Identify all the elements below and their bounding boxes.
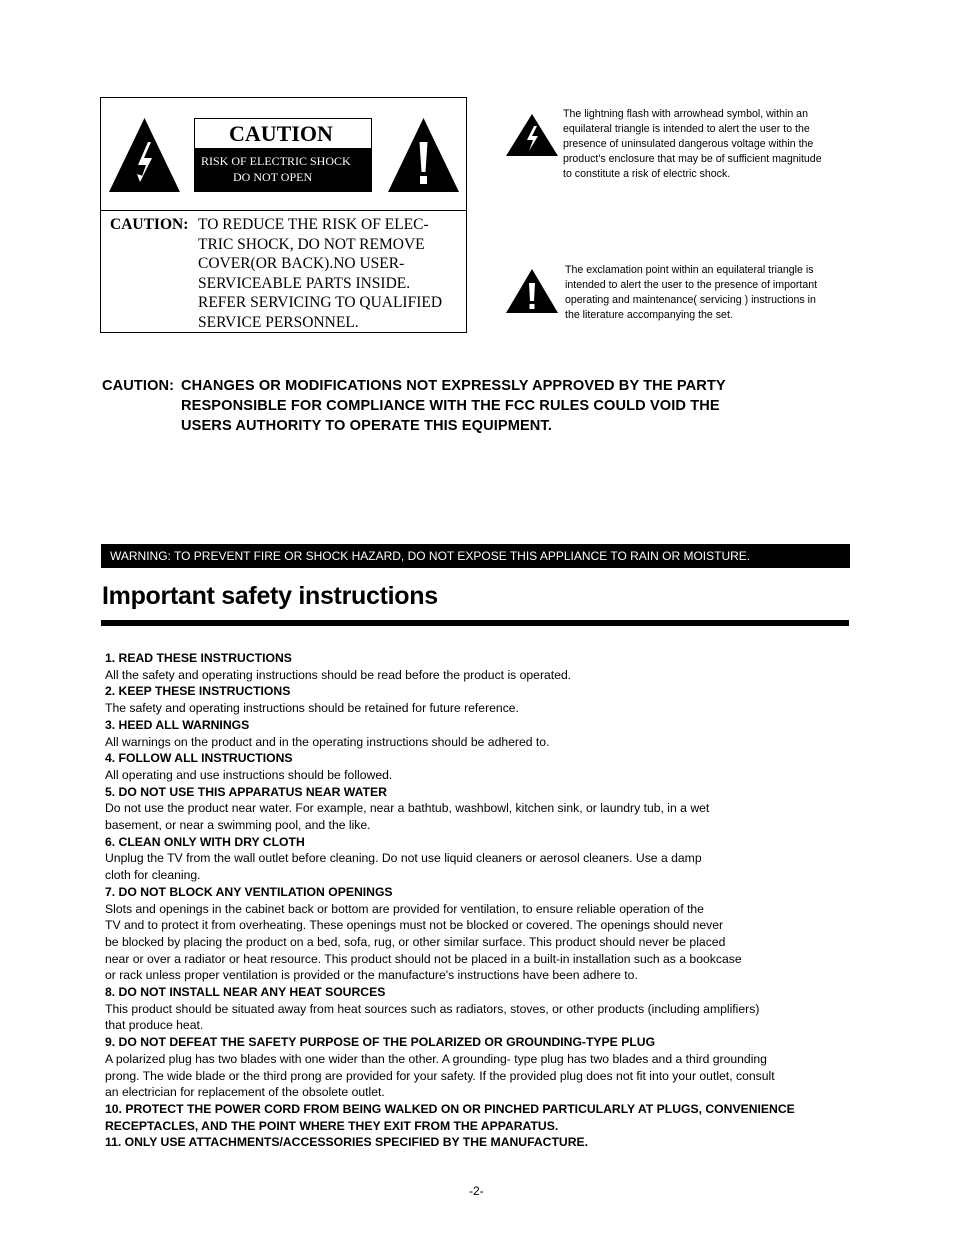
caution-body-line: SERVICE PERSONNEL. <box>198 313 359 331</box>
page-title: Important safety instructions <box>102 582 438 610</box>
instruction-body: Slots and openings in the cabinet back or bottom are provided for ventilation, to ensure reliable operation of the <box>105 901 704 916</box>
fcc-caution-text <box>181 376 726 436</box>
instruction-body: This product should be situated away from heat sources such as radiators, stoves, or other products (including amplifiers) <box>105 1001 760 1016</box>
caution-box-header <box>101 98 466 211</box>
explanation-line: product's enclosure that may be of sufficient magnitude <box>563 153 822 165</box>
explanation-line: presence of uninsulated dangerous voltage within the <box>563 138 814 150</box>
caution-body-line: TO REDUCE THE RISK OF ELEC- <box>198 216 429 233</box>
fcc-line: USERS AUTHORITY TO OPERATE THIS EQUIPMENT. <box>181 418 552 434</box>
instruction-body: All warnings on the product and in the operating instructions should be adhered to. <box>105 734 550 749</box>
instruction-body: A polarized plug has two blades with one wider than the other. A grounding- type plug has two blades and a third grounding <box>105 1051 767 1066</box>
explanation-line: the literature accompanying the set. <box>565 309 733 321</box>
instruction-body: All operating and use instructions should be followed. <box>105 767 393 782</box>
exclamation-symbol-icon <box>505 268 559 314</box>
instruction-body: basement, or near a swimming pool, and the like. <box>105 818 371 833</box>
caution-body-text <box>198 215 468 333</box>
explanation-line: to constitute a risk of electric shock. <box>563 168 731 180</box>
lightning-warning-icon <box>107 116 182 194</box>
caution-box <box>100 97 467 333</box>
fcc-line: CHANGES OR MODIFICATIONS NOT EXPRESSLY APPROVED BY THE PARTY <box>181 378 726 394</box>
explanation-line: The exclamation point within an equilateral triangle is <box>565 264 814 276</box>
explanation-line: The lightning flash with arrowhead symbol, within an <box>563 108 808 120</box>
instruction-body: The safety and operating instructions should be retained for future reference. <box>105 701 519 716</box>
fcc-caution-label: CAUTION: <box>102 378 175 394</box>
instruction-title: 4. FOLLOW ALL INSTRUCTIONS <box>105 751 293 766</box>
instruction-body: or rack unless proper ventilation is provided or the manufacture's instructions have been adhere to. <box>105 968 638 983</box>
instruction-title: 9. DO NOT DEFEAT THE SAFETY PURPOSE OF THE POLARIZED OR GROUNDING-TYPE PLUG <box>105 1035 656 1050</box>
caution-label <box>194 118 372 192</box>
instruction-list <box>105 650 845 1151</box>
instruction-title: 8. DO NOT INSTALL NEAR ANY HEAT SOURCES <box>105 985 386 1000</box>
instruction-title: 1. READ THESE INSTRUCTIONS <box>105 651 292 665</box>
lightning-symbol-explanation <box>563 107 863 182</box>
instruction-title-continued: RECEPTACLES, AND THE POINT WHERE THEY EXIT FROM THE APPARATUS. <box>105 1118 559 1133</box>
risk-line-2: DO NOT OPEN <box>233 170 313 184</box>
caution-body-label: CAUTION: <box>110 216 189 233</box>
instruction-body: Do not use the product near water. For example, near a bathtub, washbowl, kitchen sink, or laundry tub, in a wet <box>105 801 710 816</box>
instruction-body: Unplug the TV from the wall outlet before cleaning. Do not use liquid cleaners or aerosol cleaners. Use a damp <box>105 851 702 866</box>
exclamation-warning-icon <box>386 116 461 194</box>
instruction-title: 3. HEED ALL WARNINGS <box>105 717 250 732</box>
instruction-body: TV and to protect it from overheating. These openings must not be blocked or covered. The openings should never <box>105 918 724 933</box>
instruction-body: an electrician for replacement of the obsolete outlet. <box>105 1085 385 1100</box>
caution-body-line: COVER(OR BACK).NO USER- <box>198 255 405 273</box>
fcc-line: RESPONSIBLE FOR COMPLIANCE WITH THE FCC RULES COULD VOID THE <box>181 398 720 414</box>
risk-line-1: RISK OF ELECTRIC SHOCK <box>201 154 351 168</box>
heading-divider <box>101 620 849 626</box>
explanation-line: operating and maintenance( servicing ) instructions in <box>565 294 816 306</box>
exclamation-symbol-explanation <box>565 263 855 323</box>
risk-of-shock-label <box>195 148 371 191</box>
instruction-body: prong. The wide blade or the third prong are provided for your safety. If the provided plug does not fit into your outlet, consult <box>105 1068 775 1083</box>
caution-body-line: REFER SERVICING TO QUALIFIED <box>198 294 443 312</box>
caution-heading: CAUTION <box>229 121 333 146</box>
instruction-body: be blocked by placing the product on a bed, sofa, rug, or other similar surface. This product should never be placed <box>105 934 726 949</box>
page-number: -2- <box>469 1184 484 1198</box>
caution-body-line: SERVICEABLE PARTS INSIDE. <box>198 274 411 292</box>
instruction-body: that produce heat. <box>105 1018 204 1033</box>
lightning-symbol-icon <box>505 113 559 157</box>
caution-body-line: TRIC SHOCK, DO NOT REMOVE <box>198 235 425 253</box>
instruction-title: 10. PROTECT THE POWER CORD FROM BEING WALKED ON OR PINCHED PARTICULARLY AT PLUGS, CONVENIENCE <box>105 1101 795 1116</box>
instruction-title: 11. ONLY USE ATTACHMENTS/ACCESSORIES SPECIFIED BY THE MANUFACTURE. <box>105 1135 589 1150</box>
explanation-line: intended to alert the user to the presence of important <box>565 279 818 291</box>
instruction-body: near or over a radiator or heat resource. This product should not be placed in a built-in installation such as a bookcase <box>105 951 742 966</box>
instruction-title: 5. DO NOT USE THIS APPARATUS NEAR WATER <box>105 784 387 799</box>
instruction-title: 6. CLEAN ONLY WITH DRY CLOTH <box>105 834 305 849</box>
instruction-body: All the safety and operating instructions should be read before the product is operated. <box>105 667 572 682</box>
warning-banner: WARNING: TO PREVENT FIRE OR SHOCK HAZARD, DO NOT EXPOSE THIS APPLIANCE TO RAIN OR MOISTURE. <box>101 544 850 568</box>
explanation-line: equilateral triangle is intended to alert the user to the <box>563 123 810 135</box>
instruction-title: 7. DO NOT BLOCK ANY VENTILATION OPENINGS <box>105 884 393 899</box>
instruction-body: cloth for cleaning. <box>105 868 201 883</box>
instruction-title: 2. KEEP THESE INSTRUCTIONS <box>105 684 291 699</box>
